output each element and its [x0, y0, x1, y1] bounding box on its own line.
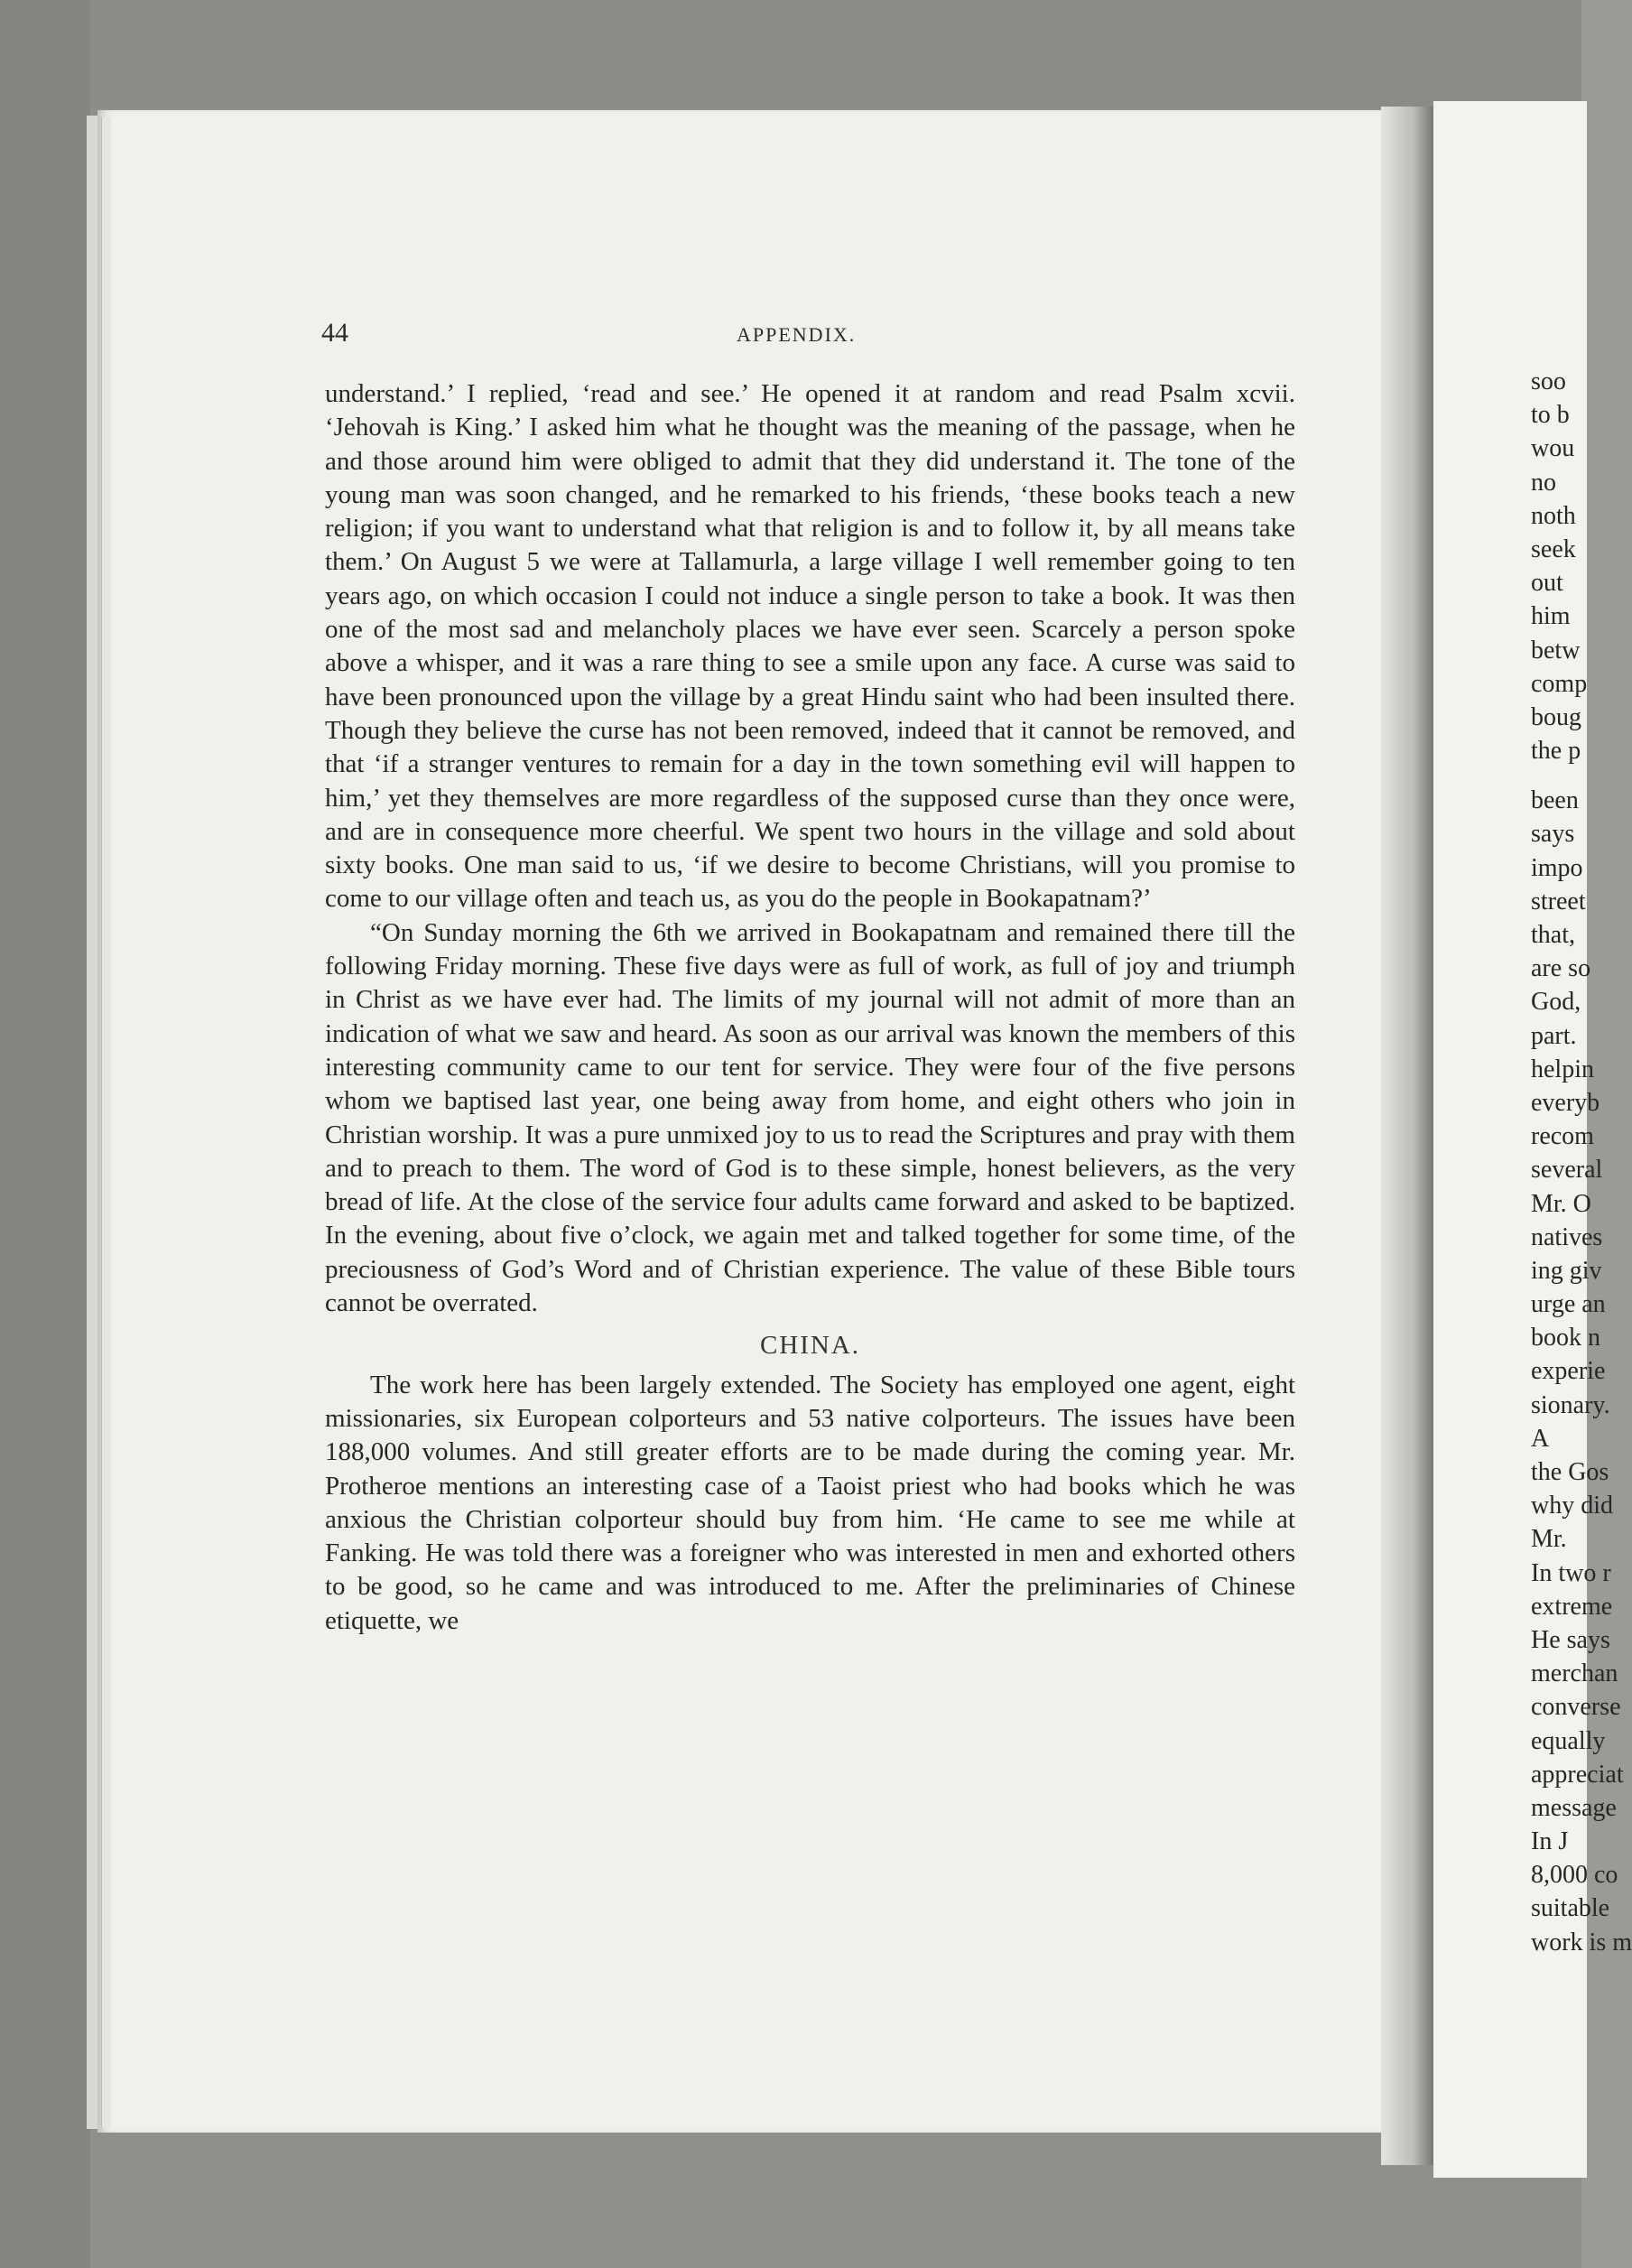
page-edge-inner: [101, 117, 111, 2127]
facing-page-line: A: [1531, 1424, 1550, 1453]
facing-page-line: He says: [1531, 1625, 1610, 1654]
section-heading-china: CHINA.: [759, 1331, 861, 1361]
facing-page-text: [1531, 365, 1632, 1959]
page-number: 44: [321, 318, 348, 348]
facing-page-line: comp: [1531, 669, 1588, 698]
facing-page-line: everyb: [1531, 1088, 1600, 1117]
scan-left-margin: [0, 0, 90, 2268]
facing-page-line: no: [1531, 468, 1556, 497]
running-head: APPENDIX.: [737, 323, 857, 346]
facing-page-line: suitable: [1531, 1894, 1610, 1923]
facing-page-line: says: [1531, 820, 1575, 849]
facing-page-line: that,: [1531, 921, 1575, 949]
paragraph-2: “On Sunday morning the 6th we arrived in Bookapatnam and remained there till the following Friday morning. These five days were as full of work, as full of joy and triumph in Christ as we have ever had. The limits of my journal will not admit of more than an indication of what we saw and heard. As soon as our arrival was known the members of this interesting community came to our tent for service. They were four of the five persons whom we baptised last year, one being away from home, and eight others who join in Christian worship. It was a pure unmixed joy to us to read the Scriptures and pray with them and to preach to them. The word of God is to these simple, honest believers, as the very bread of life. At the close of the service four adults came forward and asked to be baptized. In the evening, about five o’clock, we again met and talked together for some time, of the preciousness of God’s Word and of Christian experience. The value of these Bible tours cannot be overrated.: [325, 917, 1295, 1318]
facing-page-line: recom: [1531, 1122, 1594, 1151]
facing-page-line: work is m: [1531, 1928, 1632, 1957]
facing-page-line: seek: [1531, 534, 1576, 563]
facing-page-line: Mr.: [1531, 1525, 1567, 1554]
book-gutter: [1381, 107, 1435, 2165]
facing-page-line: why did: [1531, 1492, 1613, 1520]
scan-top-strip: [0, 0, 1581, 108]
facing-page-line: wou: [1531, 434, 1575, 463]
facing-page-line: merchan: [1531, 1659, 1618, 1688]
facing-page-line: ing giv: [1531, 1256, 1602, 1285]
facing-page-line: impo: [1531, 853, 1583, 882]
facing-page-line: book n: [1531, 1324, 1600, 1352]
facing-page-line: betw: [1531, 636, 1581, 665]
facing-page-line: experie: [1531, 1357, 1606, 1386]
facing-page-line: to b: [1531, 401, 1570, 430]
facing-page-line: him: [1531, 602, 1571, 631]
paragraph-3: The work here has been largely extended. The Society has employed one agent, eight missionaries, six European colporteurs and 53 native colporteurs. The issues have been 188,000 volumes. And still greater efforts are to be made during the coming year. Mr. Protheroe mentions an interesting case of a Taoist priest who had books which he was anxious the Christian colporteur should buy from him. ‘He came to see me while at Fanking. He was told there was a foreigner who was interested in men and exhorted others to be good, so he came and was introduced to me. After the preliminaries of Chinese etiquette, we: [325, 1370, 1295, 1635]
facing-page-line: the Gos: [1531, 1458, 1609, 1486]
facing-page-line: extreme: [1531, 1592, 1613, 1621]
facing-page-line: [1531, 767, 1585, 784]
facing-page-line: the p: [1531, 737, 1581, 766]
facing-page-line: God,: [1531, 988, 1581, 1017]
page-header: [321, 318, 1296, 354]
facing-page-line: been: [1531, 786, 1579, 815]
facing-page-line: equally: [1531, 1726, 1606, 1755]
body-text: [325, 377, 1295, 1638]
facing-page-line: part.: [1531, 1021, 1577, 1050]
facing-page-line: 8,000 co: [1531, 1861, 1618, 1890]
facing-page-line: soo: [1531, 367, 1566, 395]
facing-page-line: boug: [1531, 702, 1581, 731]
facing-page-line: helpin: [1531, 1055, 1594, 1083]
facing-page-line: sionary.: [1531, 1390, 1610, 1419]
facing-page-line: urge an: [1531, 1290, 1606, 1319]
facing-page-line: street: [1531, 887, 1586, 916]
facing-page-line: are so: [1531, 954, 1591, 983]
facing-page-line: out: [1531, 569, 1563, 598]
facing-page-line: appreciat: [1531, 1760, 1624, 1789]
facing-page-line: converse: [1531, 1693, 1621, 1722]
facing-page-line: message: [1531, 1793, 1617, 1822]
facing-page-line: In J: [1531, 1827, 1569, 1856]
facing-page-line: natives: [1531, 1222, 1603, 1251]
paragraph-1: understand.’ I replied, ‘read and see.’ He opened it at random and read Psalm xcvii. ‘Jehovah is King.’ I asked him what he thought was the meaning of the passage, when he and those around him were obliged to admit that they did understand it. The tone of the young man was soon changed, and he remarked to his friends, ‘these books teach a new religion; if you want to understand what that religion is and to follow it, by all means take them.’ On August 5 we were at Tallamurla, a large village I well remember going to ten years ago, on which occasion I could not induce a single person to take a book. It was then one of the most sad and melancholy places we have ever seen. Scarcely a person spoke above a whisper, and it was a rare thing to see a smile upon any face. A curse was said to have been pronounced upon the village by a great Hindu saint who had been insulted there. Though they believe the curse has not been removed, indeed that it cannot be removed, and that ‘if a stranger ventures to remain for a day in the town something evil will happen to him,’ yet they themselves are more regardless of the supposed curse than they once were, and are in consequence more cheerful. We spent two hours in the village and sold about sixty books. One man said to us, ‘if we desire to become Christians, will you promise to come to our village often and teach us, as you do the people in Bookapatnam?’: [325, 379, 1295, 914]
facing-page-line: Mr. O: [1531, 1189, 1591, 1218]
facing-page-line: several: [1531, 1156, 1603, 1185]
facing-page-line: In two r: [1531, 1558, 1611, 1587]
facing-page-line: noth: [1531, 501, 1576, 530]
